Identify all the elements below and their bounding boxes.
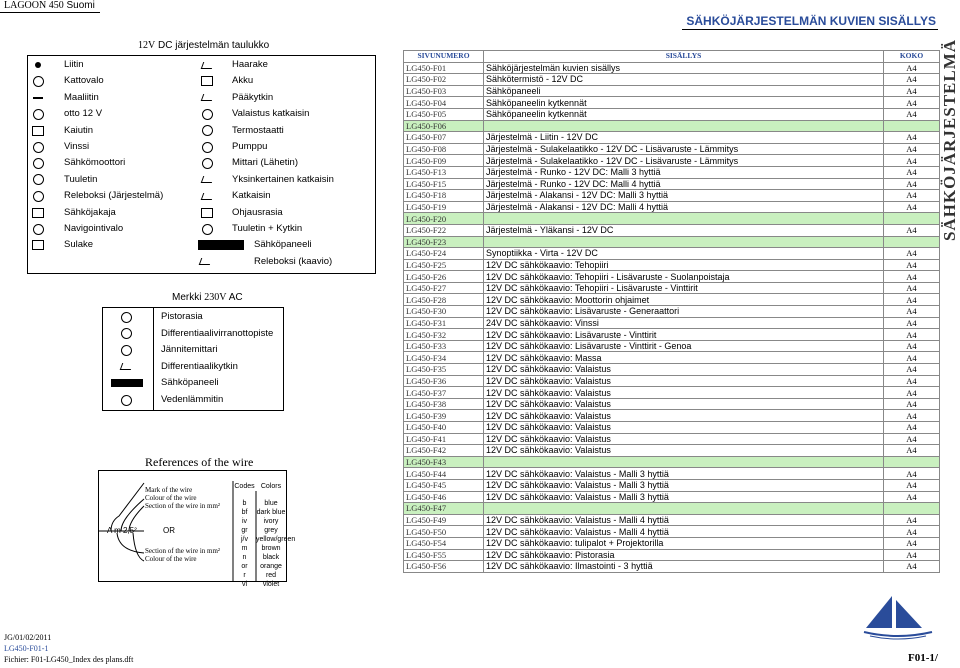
header-rule-left <box>0 12 100 13</box>
size-cell <box>884 213 940 225</box>
page-number-cell: LG450-F09 <box>404 155 484 167</box>
table-row <box>404 364 940 376</box>
dc-legend-table <box>27 55 376 274</box>
footer-ref: LG450-F01-1 <box>4 644 49 653</box>
table-row <box>404 132 940 144</box>
size-cell <box>884 236 940 248</box>
page-number-cell: LG450-F33 <box>404 340 484 352</box>
ac-legend-item: Differentiaalivirranottopiste <box>161 327 274 339</box>
wire-color: ivory <box>263 518 279 525</box>
wire-code: n <box>242 554 247 561</box>
wire-code: m <box>241 545 248 552</box>
footer-file: Fichier: F01-LG450_Index des plans.dft <box>4 655 134 664</box>
page-number-cell: LG450-F23 <box>404 236 484 248</box>
table-row <box>404 456 940 468</box>
colors-list <box>256 499 296 589</box>
gauge-icon <box>200 157 214 169</box>
table-row <box>404 248 940 260</box>
panel-icon <box>198 240 244 250</box>
size-cell <box>884 503 940 515</box>
size-cell: A4 <box>884 155 940 167</box>
table-row <box>404 537 940 549</box>
contents-cell: 12V DC sähkökaavio: Valaistus <box>484 422 884 434</box>
page-number-cell: LG450-F22 <box>404 224 484 236</box>
page-number-cell: LG450-F42 <box>404 445 484 457</box>
wire-color: black <box>262 554 280 561</box>
table-row <box>404 526 940 538</box>
table-row <box>404 224 940 236</box>
contents-cell <box>484 213 884 225</box>
size-cell: A4 <box>884 143 940 155</box>
wire-color: red <box>265 572 277 579</box>
dc-legend-item: otto 12 V <box>64 108 103 120</box>
size-cell: A4 <box>884 97 940 109</box>
size-cell: A4 <box>884 108 940 120</box>
wire-code: or <box>241 563 248 570</box>
page-number-cell: LG450-F45 <box>404 479 484 491</box>
dot-icon <box>31 59 45 71</box>
ac-legend-item: Vedenlämmitin <box>161 394 224 405</box>
page-number-cell: LG450-F28 <box>404 294 484 306</box>
dc-legend-item: Maaliitin <box>64 91 99 103</box>
size-cell: A4 <box>884 479 940 491</box>
page-number: F01-1/ <box>908 652 938 664</box>
contents-cell: 12V DC sähkökaavio: Lisävaruste - Vinttirit <box>484 329 884 341</box>
page-number-cell: LG450-F46 <box>404 491 484 503</box>
colors-header: Colors <box>260 483 282 490</box>
page-number-cell: LG450-F35 <box>404 364 484 376</box>
pump-icon <box>200 141 214 153</box>
contents-cell: Järjestelmä - Sulakelaatikko - 12V DC - Lisävaruste - Lämmitys <box>484 155 884 167</box>
contents-cell: 12V DC sähkökaavio: Valaistus - Malli 3 hyttiä <box>484 479 884 491</box>
dc-legend-item: Vinssi <box>64 141 90 152</box>
dc-legend-item: Termostaatti <box>232 124 284 136</box>
size-cell: A4 <box>884 537 940 549</box>
contents-cell: Sähkötermistö - 12V DC <box>484 74 884 86</box>
table-row <box>404 108 940 120</box>
size-cell: A4 <box>884 398 940 410</box>
fuse-icon <box>31 239 45 251</box>
page-number-cell: LG450-F38 <box>404 398 484 410</box>
table-row <box>404 317 940 329</box>
page-number-cell: LG450-F19 <box>404 201 484 213</box>
dc-legend-item: Katkaisin <box>232 190 271 202</box>
contents-cell: Järjestelmä - Sulakelaatikko - 12V DC - Lisävaruste - Lämmitys <box>484 143 884 155</box>
size-cell: A4 <box>884 248 940 260</box>
wire-code: gr <box>241 527 248 534</box>
contents-cell: 12V DC sähkökaavio: tulipalot + Projektorilla <box>484 537 884 549</box>
contents-cell <box>484 503 884 515</box>
contents-cell: Synoptiikka - Virta - 12V DC <box>484 248 884 260</box>
rcd-icon <box>119 328 133 340</box>
table-row <box>404 178 940 190</box>
wire-colour-label: Colour of the wire <box>145 494 197 502</box>
contents-cell: 12V DC sähkökaavio: Tehopiiri - Lisävaruste - Suolanpoistaja <box>484 271 884 283</box>
size-cell: A4 <box>884 422 940 434</box>
contents-cell: Järjestelmä - Runko - 12V DC: Malli 3 hyttiä <box>484 166 884 178</box>
page-number-cell: LG450-F34 <box>404 352 484 364</box>
panel-icon <box>111 379 143 387</box>
contents-cell: 12V DC sähkökaavio: Lisävaruste - Vinttirit - Genoa <box>484 340 884 352</box>
page-number-cell: LG450-F43 <box>404 456 484 468</box>
contents-cell: 12V DC sähkökaavio: Valaistus <box>484 364 884 376</box>
size-cell: A4 <box>884 549 940 561</box>
table-row <box>404 433 940 445</box>
wires-reference-box <box>98 470 296 588</box>
dc-legend-item: Mittari (Lähetin) <box>232 157 298 169</box>
size-cell: A4 <box>884 271 940 283</box>
page-number-cell: LG450-F40 <box>404 422 484 434</box>
simple-switch-icon <box>200 174 214 186</box>
dc-legend-item: Pääkytkin <box>232 91 274 103</box>
footer-date: JG/01/02/2011 <box>4 633 52 642</box>
col-header-contents: SISÄLLYS <box>484 51 884 63</box>
table-row <box>404 282 940 294</box>
wire-code: r <box>243 572 246 579</box>
dc-legend-item: Pumppu <box>232 141 268 152</box>
breaker-icon <box>200 190 214 202</box>
contents-cell: 12V DC sähkökaavio: Valaistus <box>484 433 884 445</box>
size-cell: A4 <box>884 514 940 526</box>
table-row <box>404 340 940 352</box>
page-number-cell: LG450-F50 <box>404 526 484 538</box>
size-cell: A4 <box>884 74 940 86</box>
page-number-cell: LG450-F25 <box>404 259 484 271</box>
contents-cell: 12V DC sähkökaavio: Valaistus - Malli 3 hyttiä <box>484 491 884 503</box>
footer <box>4 632 133 665</box>
table-row <box>404 166 940 178</box>
contents-cell: 12V DC sähkökaavio: Ilmastointi - 3 hyttiä <box>484 561 884 573</box>
contents-cell: Järjestelmä - Yläkansi - 12V DC <box>484 224 884 236</box>
fan-switch-icon <box>200 223 214 235</box>
dc-legend-item: Yksinkertainen katkaisin <box>232 173 334 185</box>
table-row <box>404 155 940 167</box>
fan-icon <box>31 174 45 186</box>
size-cell: A4 <box>884 468 940 480</box>
contents-cell: Sähköjärjestelmän kuvien sisällys <box>484 62 884 74</box>
dc-legend-item: Ohjausrasia <box>232 206 283 218</box>
size-cell <box>884 120 940 132</box>
ac-legend-divider <box>153 308 154 410</box>
table-row <box>404 213 940 225</box>
dc-legend-item: Navigointivalo <box>64 223 124 234</box>
table-row <box>404 352 940 364</box>
size-cell: A4 <box>884 410 940 422</box>
circle-v-icon <box>31 141 45 153</box>
page-number-cell: LG450-F31 <box>404 317 484 329</box>
col-header-page: SIVUNUMERO <box>404 51 484 63</box>
dc-legend-item: Sulake <box>64 239 94 251</box>
wire-colour-label-2: Colour of the wire <box>145 555 197 563</box>
contents-cell: Järjestelmä - Liitin - 12V DC <box>484 132 884 144</box>
dc-legend-item: Tuuletin <box>64 173 98 185</box>
contents-cell: Järjestelmä - Alakansi - 12V DC: Malli 4 hyttiä <box>484 201 884 213</box>
dc-legend-item: Sähköpaneeli <box>254 239 312 251</box>
size-cell: A4 <box>884 166 940 178</box>
wire-mark-label: Mark of the wire <box>145 486 193 494</box>
size-cell: A4 <box>884 62 940 74</box>
wire-color: blue <box>264 500 278 507</box>
table-row <box>404 561 940 573</box>
wire-sample: A m 2,5² <box>107 526 137 535</box>
wires-title: References of the wire <box>145 455 254 469</box>
index-header-row <box>404 51 940 63</box>
page-number-cell: LG450-F04 <box>404 97 484 109</box>
size-cell: A4 <box>884 491 940 503</box>
wire-color: violet <box>262 581 280 588</box>
page-number-cell: LG450-F15 <box>404 178 484 190</box>
table-row <box>404 97 940 109</box>
contents-cell: 24V DC sähkökaavio: Vinssi <box>484 317 884 329</box>
table-row <box>404 190 940 202</box>
size-cell: A4 <box>884 526 940 538</box>
socket-icon <box>31 207 45 219</box>
table-row <box>404 62 940 74</box>
wire-color: brown <box>261 545 281 552</box>
table-row <box>404 74 940 86</box>
circle-plus-icon <box>31 108 45 120</box>
page-number-cell: LG450-F41 <box>404 433 484 445</box>
table-row <box>404 294 940 306</box>
contents-cell: 12V DC sähkökaavio: Pistorasia <box>484 549 884 561</box>
page-number-cell: LG450-F37 <box>404 387 484 399</box>
contents-cell <box>484 236 884 248</box>
size-cell: A4 <box>884 364 940 376</box>
header-rule-right <box>682 29 938 30</box>
circle-m-icon <box>31 157 45 169</box>
page-number-cell: LG450-F08 <box>404 143 484 155</box>
header-model: LAGOON 450 Suomi <box>4 0 95 11</box>
voltmeter-icon <box>119 344 133 356</box>
speaker-icon <box>31 125 45 137</box>
sailboat-logo-icon <box>862 594 934 640</box>
circle-nav-icon <box>31 223 45 235</box>
size-cell: A4 <box>884 178 940 190</box>
size-cell: A4 <box>884 387 940 399</box>
contents-cell: 12V DC sähkökaavio: Tehopiiri - Lisävaruste - Vinttirit <box>484 282 884 294</box>
contents-cell: 12V DC sähkökaavio: Valaistus <box>484 410 884 422</box>
wire-code: bf <box>241 509 248 516</box>
battery-icon <box>200 75 214 87</box>
dc-legend-item: Haarake <box>232 59 268 70</box>
wire-code: j/v <box>241 536 248 543</box>
contents-cell: Järjestelmä - Runko - 12V DC: Malli 4 hyttiä <box>484 178 884 190</box>
ac-legend-item: Differentiaalikytkin <box>161 360 238 372</box>
codes-list <box>233 499 256 589</box>
vertical-title: SÄHKÖJÄRJESTELMÄ <box>940 38 959 242</box>
ac-legend-item: Pistorasia <box>161 311 203 322</box>
contents-cell: 12V DC sähkökaavio: Valaistus - Malli 4 hyttiä <box>484 526 884 538</box>
size-cell: A4 <box>884 306 940 318</box>
ac-legend-table <box>102 307 284 411</box>
main-switch-icon <box>200 92 214 104</box>
wire-section-label-2: Section of the wire in mm² <box>145 547 221 555</box>
dc-legend-item: Sähköjakaja <box>64 206 116 218</box>
contents-cell: Järjestelmä - Alakansi - 12V DC: Malli 3 hyttiä <box>484 190 884 202</box>
size-cell: A4 <box>884 352 940 364</box>
contents-cell: Sähköpaneelin kytkennät <box>484 108 884 120</box>
codes-header: Codes <box>234 483 255 490</box>
dash-icon <box>31 92 45 104</box>
table-row <box>404 514 940 526</box>
page-number-cell: LG450-F56 <box>404 561 484 573</box>
page-number-cell: LG450-F01 <box>404 62 484 74</box>
control-panel-icon <box>200 207 214 219</box>
table-row <box>404 445 940 457</box>
page-number-cell: LG450-F24 <box>404 248 484 260</box>
table-row <box>404 503 940 515</box>
ac-legend-title: Merkki 230V AC <box>172 292 243 303</box>
circle-x-icon <box>31 75 45 87</box>
table-row <box>404 120 940 132</box>
page-number-cell: LG450-F26 <box>404 271 484 283</box>
page-title: SÄHKÖJÄRJESTELMÄN KUVIEN SISÄLLYS <box>686 14 936 28</box>
size-cell: A4 <box>884 201 940 213</box>
size-cell: A4 <box>884 259 940 271</box>
page-number-cell: LG450-F30 <box>404 306 484 318</box>
header-language: Suomi <box>66 0 95 11</box>
water-heater-icon <box>119 394 133 406</box>
wire-color: grey <box>264 527 278 534</box>
page-number-cell: LG450-F13 <box>404 166 484 178</box>
contents-cell: 12V DC sähkökaavio: Valaistus - Malli 4 hyttiä <box>484 514 884 526</box>
contents-cell: 12V DC sähkökaavio: Massa <box>484 352 884 364</box>
wire-code: iv <box>241 518 248 525</box>
contents-cell: 12V DC sähkökaavio: Valaistus <box>484 375 884 387</box>
page-number-cell: LG450-F18 <box>404 190 484 202</box>
page-number-cell: LG450-F55 <box>404 549 484 561</box>
wire-or-label: OR <box>163 526 175 535</box>
thermostat-icon <box>200 125 214 137</box>
page-number-cell: LG450-F44 <box>404 468 484 480</box>
col-header-size: KOKO <box>884 51 940 63</box>
wire-code: b <box>242 500 247 507</box>
contents-cell: 12V DC sähkökaavio: Valaistus <box>484 445 884 457</box>
page-number-cell: LG450-F06 <box>404 120 484 132</box>
circle-r-icon <box>31 190 45 202</box>
dc-legend-item: Liitin <box>64 59 84 70</box>
size-cell: A4 <box>884 224 940 236</box>
size-cell: A4 <box>884 132 940 144</box>
page-number-cell: LG450-F49 <box>404 514 484 526</box>
page-number-cell: LG450-F36 <box>404 375 484 387</box>
page-number-cell: LG450-F05 <box>404 108 484 120</box>
table-row <box>404 85 940 97</box>
table-row <box>404 410 940 422</box>
page-number-cell: LG450-F47 <box>404 503 484 515</box>
size-cell: A4 <box>884 375 940 387</box>
size-cell: A4 <box>884 85 940 97</box>
ac-legend-item: Sähköpaneeli <box>161 377 219 389</box>
dc-legend-item: Tuuletin + Kytkin <box>232 223 303 234</box>
contents-cell <box>484 456 884 468</box>
ac-legend-item: Jännitemittari <box>161 344 218 356</box>
contents-cell: 12V DC sähkökaavio: Tehopiiri <box>484 259 884 271</box>
page-number-cell: LG450-F20 <box>404 213 484 225</box>
size-cell: A4 <box>884 445 940 457</box>
relay-diagram-icon <box>198 256 212 268</box>
contents-cell: 12V DC sähkökaavio: Valaistus - Malli 3 hyttiä <box>484 468 884 480</box>
table-row <box>404 491 940 503</box>
table-row <box>404 479 940 491</box>
wire-section-label: Section of the wire in mm² <box>145 502 221 510</box>
page-number-cell: LG450-F03 <box>404 85 484 97</box>
index-table <box>403 50 940 573</box>
table-row <box>404 422 940 434</box>
contents-cell: Sähköpaneeli <box>484 85 884 97</box>
wire-color: dark blue <box>256 509 286 516</box>
dc-legend-item: Valaistus katkaisin <box>232 108 310 120</box>
wire-code: vi <box>241 581 248 588</box>
table-row <box>404 259 940 271</box>
table-row <box>404 236 940 248</box>
size-cell: A4 <box>884 561 940 573</box>
page-number-cell: LG450-F32 <box>404 329 484 341</box>
dc-legend-item: Akku <box>232 75 254 87</box>
contents-cell: 12V DC sähkökaavio: Valaistus <box>484 387 884 399</box>
table-row <box>404 375 940 387</box>
dc-legend-title: 12V DC järjestelmän taulukko <box>138 40 270 51</box>
size-cell: A4 <box>884 294 940 306</box>
table-row <box>404 549 940 561</box>
bracket-icon <box>200 59 214 71</box>
table-row <box>404 468 940 480</box>
size-cell: A4 <box>884 282 940 294</box>
dc-legend-item: Kattovalo <box>64 75 104 87</box>
size-cell: A4 <box>884 340 940 352</box>
contents-cell: 12V DC sähkökaavio: Lisävaruste - Generaattori <box>484 306 884 318</box>
size-cell: A4 <box>884 317 940 329</box>
contents-cell <box>484 120 884 132</box>
size-cell: A4 <box>884 433 940 445</box>
page-number-cell: LG450-F27 <box>404 282 484 294</box>
wire-color: orange <box>260 563 282 570</box>
table-row <box>404 271 940 283</box>
diff-switch-icon <box>119 361 133 373</box>
table-row <box>404 387 940 399</box>
contents-cell: Sähköpaneelin kytkennät <box>484 97 884 109</box>
table-row <box>404 398 940 410</box>
dc-legend-item: Releboksi (kaavio) <box>254 255 333 267</box>
table-row <box>404 143 940 155</box>
page-number-cell: LG450-F39 <box>404 410 484 422</box>
socket-230-icon <box>119 311 133 323</box>
size-cell: A4 <box>884 190 940 202</box>
lighting-switch-icon <box>200 108 214 120</box>
contents-cell: 12V DC sähkökaavio: Valaistus <box>484 398 884 410</box>
table-row <box>404 201 940 213</box>
dc-legend-item: Sähkömoottori <box>64 157 126 169</box>
size-cell <box>884 456 940 468</box>
contents-cell: 12V DC sähkökaavio: Moottorin ohjaimet <box>484 294 884 306</box>
page-number-cell: LG450-F02 <box>404 74 484 86</box>
table-row <box>404 306 940 318</box>
dc-legend-item: Releboksi (Järjestelmä) <box>64 190 164 202</box>
wire-color: yellow/green <box>256 536 296 543</box>
dc-legend-item: Kaiutin <box>64 124 94 136</box>
page-number-cell: LG450-F07 <box>404 132 484 144</box>
size-cell: A4 <box>884 329 940 341</box>
page-number-cell: LG450-F54 <box>404 537 484 549</box>
table-row <box>404 329 940 341</box>
